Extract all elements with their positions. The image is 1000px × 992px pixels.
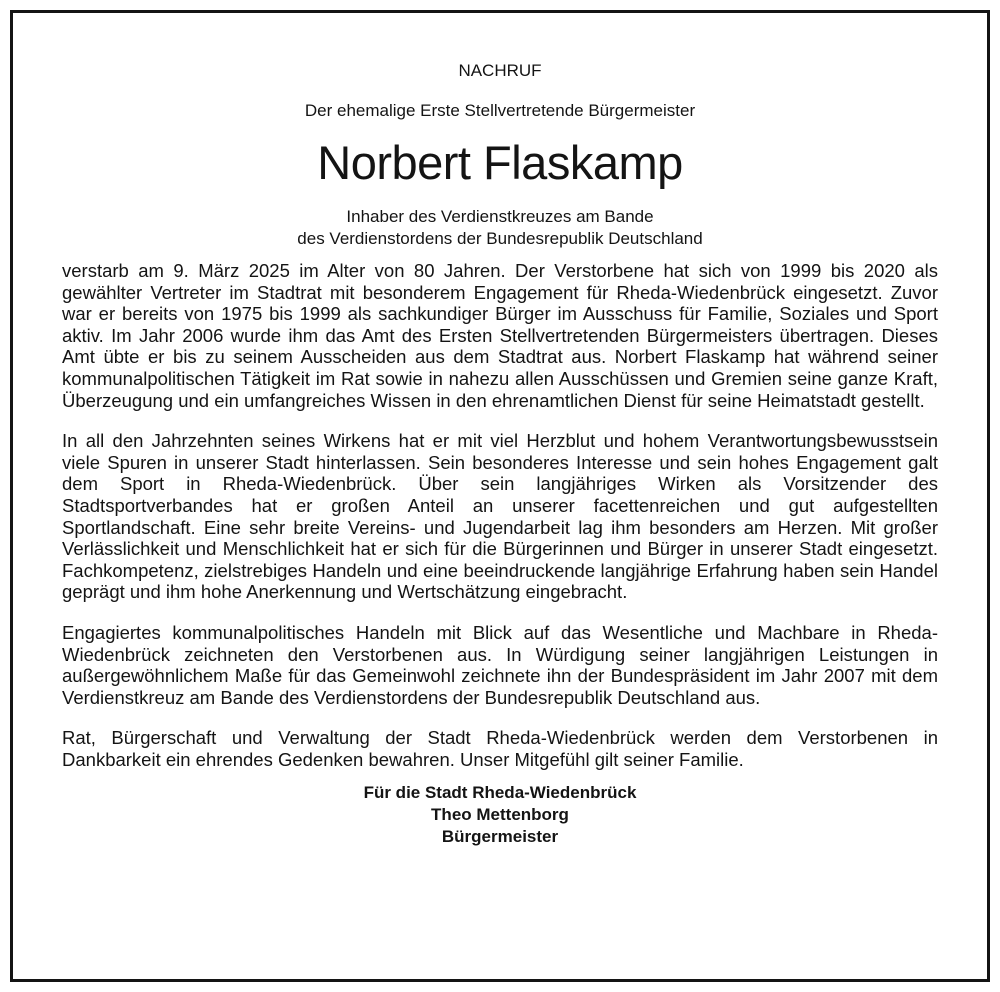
- deceased-name: Norbert Flaskamp: [317, 136, 683, 189]
- obituary-notice: [62, 60, 938, 848]
- notice-subtitle: Der ehemalige Erste Stellvertretende Bürgermeister: [304, 101, 696, 120]
- signature-name: Theo Mettenborg: [431, 805, 569, 825]
- signature-role: Bürgermeister: [441, 827, 559, 847]
- obituary-body: [62, 260, 938, 770]
- signature-block: [62, 782, 938, 848]
- body-paragraph: Engagiertes kommunalpolitisches Handeln mit Blick auf das Wesentliche und Machbare in Rheda-Wiedenbrück zeichneten den Verstorbenen aus. In Würdigung seiner langjährigen Leistungen in außergewöhnlichem Maße für das Gemeinwohl zeichnete ihn der Bundespräsident im Jahr 2007 mit dem Verdienstkreuz am Bande des Verdienstordens der Bundesrepublik Deutschland aus.: [62, 621, 938, 708]
- honor-block: [62, 206, 938, 250]
- body-paragraph: Rat, Bürgerschaft und Verwaltung der Stadt Rheda-Wiedenbrück werden dem Verstorbenen in Dankbarkeit ein ehrendes Gedenken bewahren. Unser Mitgefühl gilt seiner Familie.: [62, 727, 938, 770]
- honor-line: Inhaber des Verdienstkreuzes am Bande: [346, 207, 654, 226]
- honor-line: des Verdienstordens der Bundesrepublik Deutschland: [297, 229, 703, 248]
- signature-organization: Für die Stadt Rheda-Wiedenbrück: [363, 783, 637, 803]
- body-paragraph: verstarb am 9. März 2025 im Alter von 80 Jahren. Der Verstorbene hat sich von 1999 bis 2020 als gewählter Vertreter im Stadtrat mit besonderem Engagement für Rheda-Wiedenbrück eingesetzt. Zuvor war er bereits von 1975 bis 1999 als sachkundiger Bürger im Ausschuss für Familie, Soziales und Sport aktiv. Im Jahr 2006 wurde ihm das Amt des Ersten Stellvertretenden Bürgermeisters übertragen. Dieses Amt übte er bis zu seinem Ausscheiden aus dem Stadtrat aus. Norbert Flaskamp hat während seiner kommunalpolitischen Tätigkeit im Rat sowie in nahezu allen Ausschüssen und Gremien seine ganze Kraft, Überzeugung und ein umfangreiches Wissen in den ehrenamtlichen Dienst für seine Heimatstadt gestellt.: [62, 260, 938, 411]
- body-paragraph: In all den Jahrzehnten seines Wirkens hat er mit viel Herzblut und hohem Verantwortungsbewusstsein viele Spuren in unserer Stadt hinterlassen. Sein besonderes Interesse und sein hohes Engagement galt dem Sport in Rheda-Wiedenbrück. Über sein langjähriges Wirken als Vorsitzender des Stadtsportverbandes hat er großen Anteil an unserer facettenreichen und gut aufgestellten Sportlandschaft. Eine sehr breite Vereins- und Jugendarbeit lag ihm besonders am Herzen. Mit großer Verlässlichkeit und Menschlichkeit hat er sich für die Bürgerinnen und Bürger in unserer Stadt eingesetzt. Fachkompetenz, zielstrebiges Handeln und eine beeindruckende langjährige Erfahrung haben sein Handel geprägt und ihm hohe Anerkennung und Wertschätzung eingebracht.: [62, 430, 938, 603]
- notice-title: NACHRUF: [458, 61, 542, 80]
